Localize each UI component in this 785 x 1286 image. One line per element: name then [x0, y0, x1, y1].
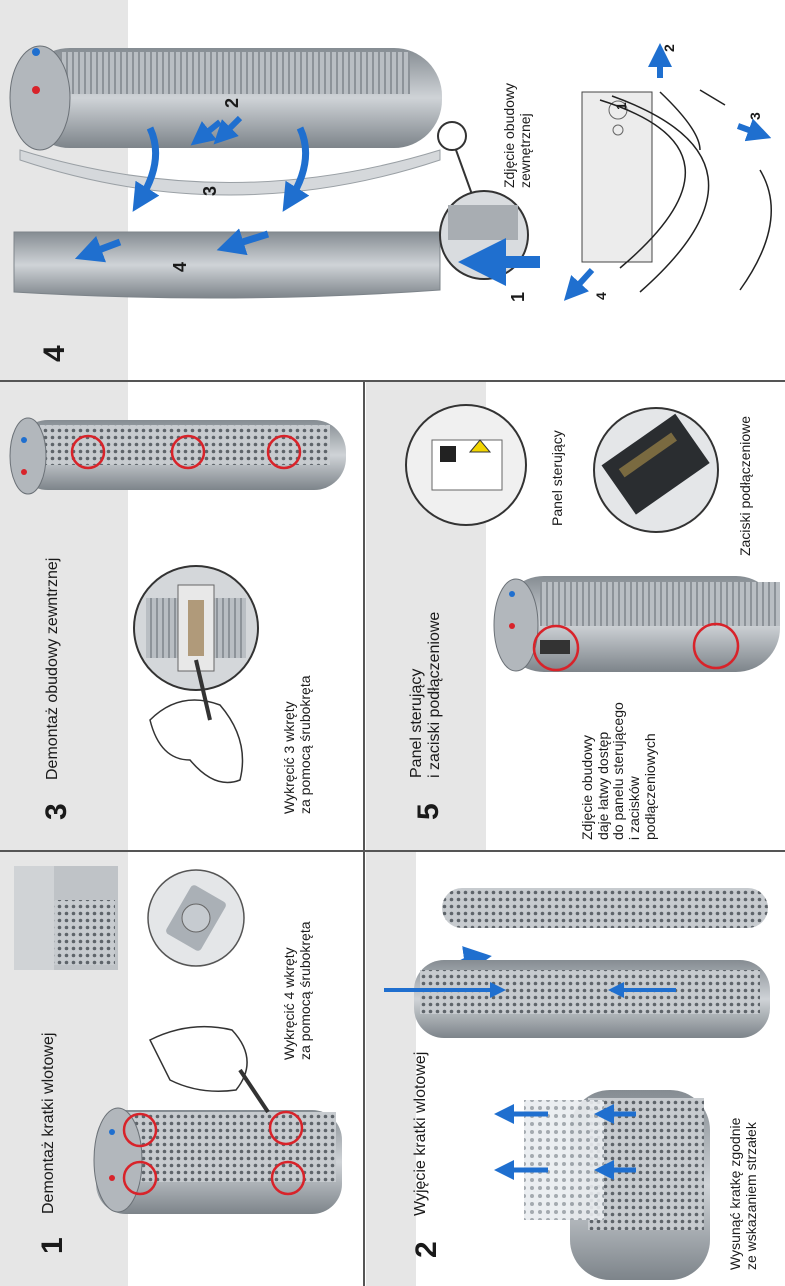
step2-title: Wyjęcie kratki wlotowej: [412, 1051, 429, 1216]
step2-caption: [728, 1118, 759, 1270]
step4-detail-callout: 4: [593, 292, 609, 300]
step4-callout: 3: [200, 185, 220, 196]
step1-caption: [282, 921, 313, 1060]
step4-caption-line: zewnętrznej: [516, 113, 533, 188]
step5-title: [408, 612, 444, 778]
step5-caption-line: do panelu sterującego: [610, 702, 627, 840]
step5-label-terminals: Zaciski podłączeniowe: [737, 415, 753, 556]
step5-title-line: i zaciski podłączeniowe: [425, 611, 443, 778]
step4-number: 4: [38, 345, 71, 362]
step3-title: Demontaż obudowy zewntrznej: [44, 557, 61, 780]
step4-detail-callout: 1: [613, 102, 629, 110]
step2-number: 2: [410, 1241, 443, 1258]
step1-title: Demontaż kratki wlotowej: [40, 1032, 57, 1214]
step3-number: 3: [40, 803, 73, 820]
divider-vertical-top: [363, 382, 365, 1286]
step5-caption-line: daje łatwy dostęp: [594, 731, 611, 840]
step1-number: 1: [36, 1237, 69, 1254]
step1-caption-line: za pomocą śrubokręta: [296, 921, 313, 1060]
step5-caption-line: Zdjęcie obudowy: [579, 734, 595, 840]
step5-caption-line: i zacisków: [626, 776, 643, 840]
step4-detail-callout: 3: [747, 112, 763, 120]
step3-caption-line: za pomocą śrubokręta: [296, 675, 313, 814]
step4-callout: 2: [222, 97, 242, 108]
step2-illustration: [384, 888, 770, 1280]
step5-caption: [580, 702, 658, 840]
step4-detail-callout: 2: [661, 44, 677, 52]
step3-caption: [282, 675, 313, 814]
step4-callout: 4: [170, 261, 190, 272]
step5-label-panel: Panel sterujący: [549, 430, 565, 526]
step4-callout: 1: [508, 291, 528, 302]
step4-caption: [502, 83, 533, 188]
step3-caption-line: Wykręcić 3 wkręty: [281, 701, 297, 814]
step5-title-line: Panel sterujący: [408, 668, 425, 778]
step2-caption-line: Wysunąć kratkę zgodnie: [727, 1117, 743, 1270]
step1-caption-line: Wykręcić 4 wkręty: [281, 947, 297, 1060]
step5-caption-line: podłączeniowych: [641, 733, 658, 840]
divider-horizontal-lower: [0, 850, 785, 852]
step4-caption-line: Zdjęcie obudowy: [501, 82, 517, 188]
divider-horizontal-upper: [0, 380, 785, 382]
step2-caption-line: ze wskazaniem strzałek: [742, 1122, 759, 1270]
step5-number: 5: [412, 803, 445, 820]
